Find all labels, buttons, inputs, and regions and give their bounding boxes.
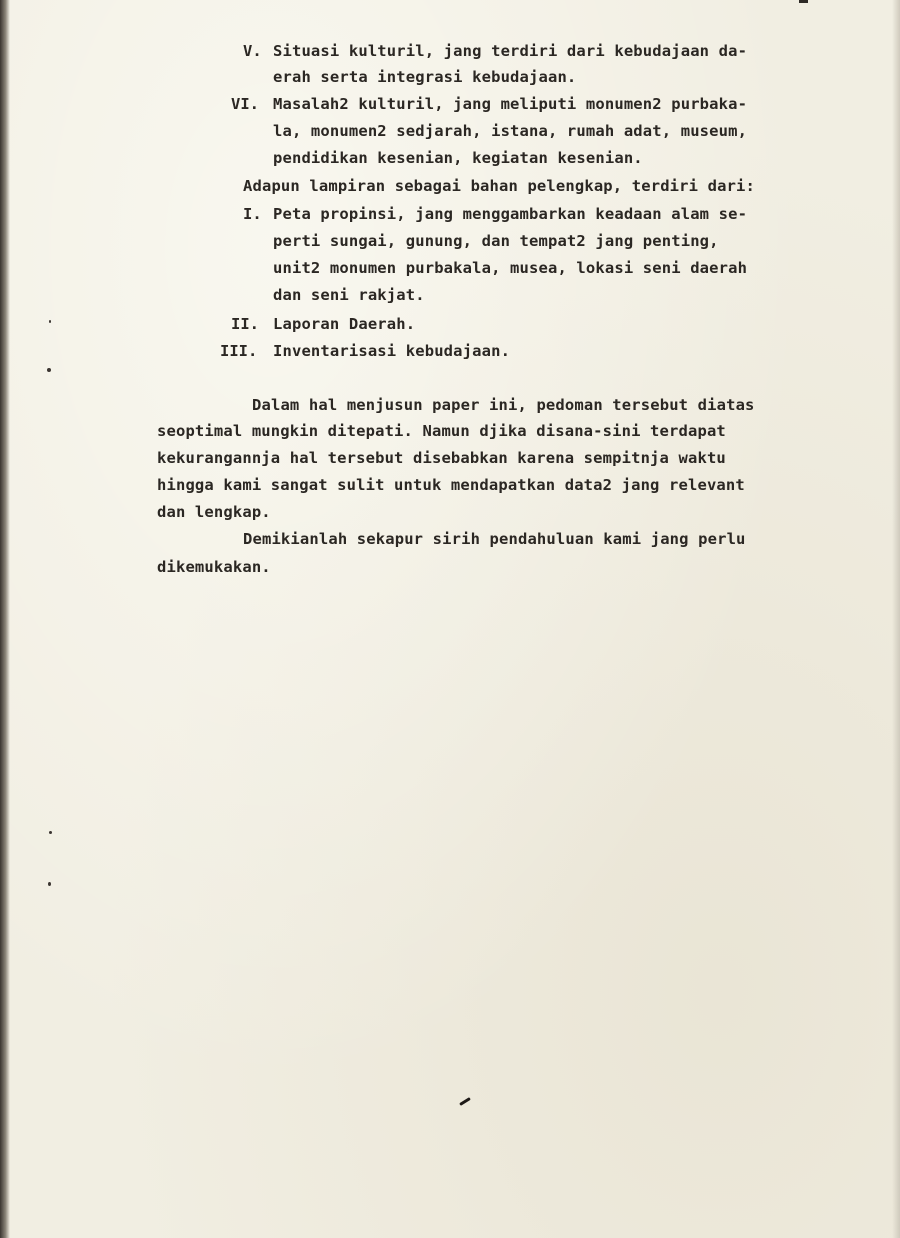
- paragraph-line: hingga kami sangat sulit untuk mendapatkan data2 jang relevant: [157, 476, 745, 494]
- paragraph-line: dikemukakan.: [157, 558, 271, 576]
- attachment-line: Inventarisasi kebudajaan.: [273, 342, 511, 360]
- scan-speck: [47, 368, 51, 372]
- ink-stroke: [459, 1097, 471, 1106]
- list-line: Situasi kulturil, jang terdiri dari kebudajaan da-: [273, 42, 748, 60]
- paragraph-line: seoptimal mungkin ditepati. Namun djika disana-sini terdapat: [157, 422, 726, 440]
- attachment-line: unit2 monumen purbakala, musea, lokasi seni daerah: [273, 259, 748, 277]
- list-numeral-v: V.: [243, 42, 262, 60]
- list-line: pendidikan kesenian, kegiatan kesenian.: [273, 149, 643, 167]
- paragraph-line: Demikianlah sekapur sirih pendahuluan kami jang perlu: [243, 530, 746, 548]
- attachment-numeral-ii: II.: [231, 315, 259, 333]
- list-line: erah serta integrasi kebudajaan.: [273, 68, 577, 86]
- attachments-intro: Adapun lampiran sebagai bahan pelengkap, terdiri dari:: [243, 177, 756, 195]
- scan-speck: [49, 320, 51, 323]
- paragraph-line: dan lengkap.: [157, 503, 271, 521]
- attachment-line: Peta propinsi, jang menggambarkan keadaan alam se-: [273, 205, 748, 223]
- attachment-numeral-i: I.: [243, 205, 262, 223]
- paragraph-line: Dalam hal menjusun paper ini, pedoman tersebut diatas: [252, 396, 755, 414]
- list-line: Masalah2 kulturil, jang meliputi monumen2 purbaka-: [273, 95, 748, 113]
- scan-right-edge: [892, 0, 900, 1238]
- attachment-numeral-iii: III.: [220, 342, 258, 360]
- paragraph-line: kekurangannja hal tersebut disebabkan karena sempitnja waktu: [157, 449, 726, 467]
- scan-speck: [49, 831, 52, 834]
- attachment-line: dan seni rakjat.: [273, 286, 425, 304]
- attachment-line: Laporan Daerah.: [273, 315, 416, 333]
- scan-speck: [48, 882, 51, 886]
- corner-mark: [799, 0, 808, 3]
- scan-left-edge: [0, 0, 10, 1238]
- list-line: la, monumen2 sedjarah, istana, rumah adat, museum,: [273, 122, 748, 140]
- list-numeral-vi: VI.: [231, 95, 259, 113]
- attachment-line: perti sungai, gunung, dan tempat2 jang penting,: [273, 232, 719, 250]
